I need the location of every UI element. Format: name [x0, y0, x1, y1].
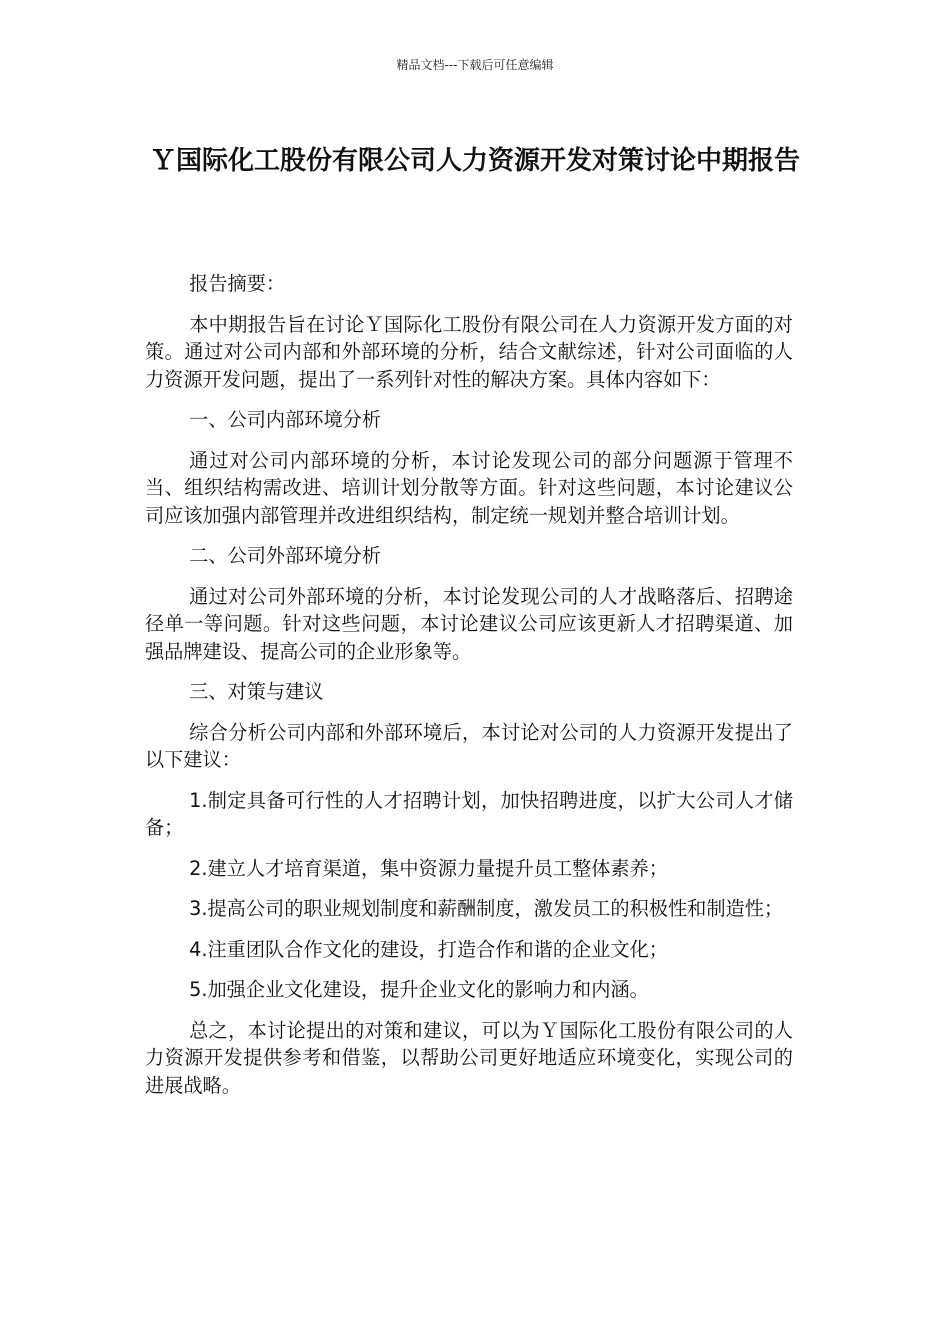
internal-analysis-paragraph: 通过对公司内部环境的分析，本讨论发现公司的部分问题源于管理不当、组织结构需改进、培训计划分散等方面。针对这些问题，本讨论建议公司应该加强内部管理并改进组织结构，制定统一规划并整合培训计划。: [145, 448, 793, 527]
suggestion-item: 5.加强企业文化建设，提升企业文化的影响力和内涵。: [189, 978, 649, 1001]
external-analysis-paragraph: 通过对公司外部环境的分析，本讨论发现公司的人才战略落后、招聘途径单一等问题。针对这些问题，本讨论建议公司应该更新人才招聘渠道、加强品牌建设、提高公司的企业形象等。: [145, 584, 793, 663]
abstract-heading: 报告摘要：: [189, 272, 286, 295]
section-heading-internal: 一、公司内部环境分析: [189, 408, 382, 431]
page-header: 精品文档---下载后可任意编辑: [396, 58, 554, 72]
document-body: [145, 270, 793, 1112]
suggestions-intro-paragraph: 综合分析公司内部和外部环境后，本讨论对公司的人力资源开发提出了以下建议：: [145, 720, 793, 771]
suggestion-item: 4.注重团队合作文化的建设，打造合作和谐的企业文化；: [189, 937, 668, 961]
suggestion-item: 2.建立人才培育渠道，集中资源力量提升员工整体素养；: [189, 856, 668, 880]
document-title: Ｙ国际化工股份有限公司人力资源开发对策讨论中期报告: [149, 146, 800, 176]
section-heading-suggestions: 三、对策与建议: [189, 680, 324, 703]
abstract-paragraph: 本中期报告旨在讨论Ｙ国际化工股份有限公司在人力资源开发方面的对策。通过对公司内部和外部环境的分析，结合文献综述，针对公司面临的人力资源开发问题，提出了一系列针对性的解决方案。具体内容如下：: [145, 312, 793, 391]
suggestion-item: 1.制定具备可行性的人才招聘计划，加快招聘进度，以扩大公司人才储备；: [145, 788, 793, 839]
suggestion-item: 3.提高公司的职业规划制度和薪酬制度，激发员工的积极性和制造性；: [189, 897, 784, 920]
section-heading-external: 二、公司外部环境分析: [189, 544, 382, 567]
conclusion-paragraph: 总之，本讨论提出的对策和建议，可以为Ｙ国际化工股份有限公司的人力资源开发提供参考和借鉴，以帮助公司更好地适应环境变化，实现公司的进展战略。: [145, 1018, 793, 1097]
